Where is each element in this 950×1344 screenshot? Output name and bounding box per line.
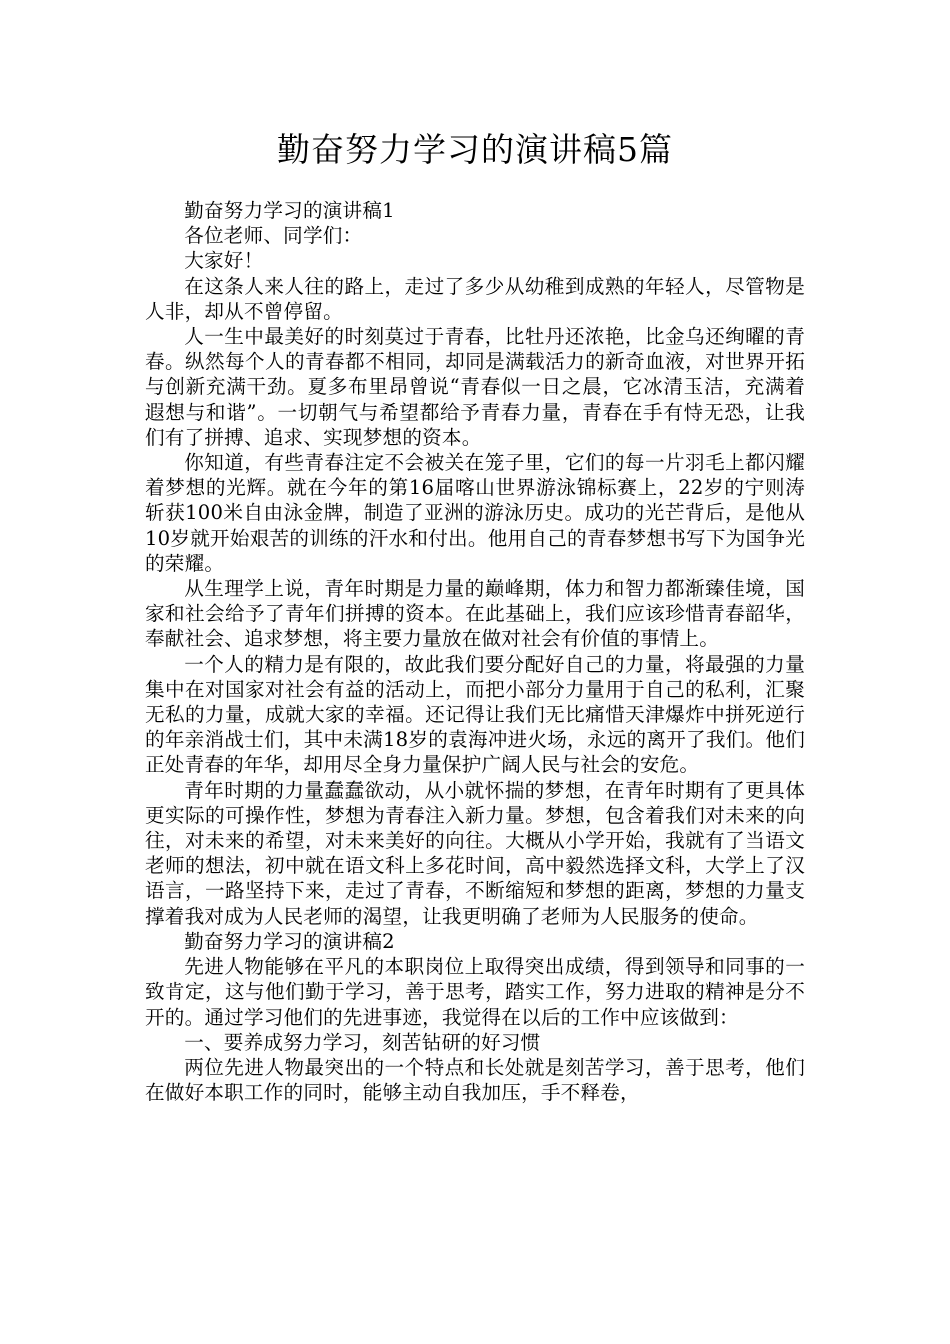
paragraph: 勤奋努力学习的演讲稿2 [184, 929, 395, 953]
document-title: 勤奋努力学习的演讲稿5篇 [277, 130, 673, 169]
paragraph: 勤奋努力学习的演讲稿1 [184, 199, 395, 222]
paragraph: 大家好！ [184, 249, 264, 273]
paragraph: 从生理学上说，青年时期是力量的巅峰期，体力和智力都渐臻佳境，国家和社会给予了青年们拼搏的资本。在此基础上，我们应该珍惜青春韶华，奉献社会、追求梦想，将主要力量放在做对社会有价值的事情上。 [145, 577, 805, 651]
paragraph: 一、要养成努力学习，刻苦钻研的好习惯 [184, 1030, 541, 1054]
paragraph: 两位先进人物最突出的一个特点和长处就是刻苦学习，善于思考，他们在做好本职工作的同时，能够主动自我加压，手不释卷， [145, 1055, 805, 1105]
paragraph: 青年时期的力量蠢蠢欲动，从小就怀揣的梦想，在青年时期有了更具体更实际的可操作性，梦想为青春注入新力量。梦想，包含着我们对未来的向往，对未来的希望，对未来美好的向往。大概从小学开始，我就有了当语文老师的想法，初中就在语文科上多花时间，高中毅然选择文科，大学上了汉语言，一路坚持下来，走过了青春，不断缩短和梦想的距离，梦想的力量支撑着我对成为人民老师的渴望，让我更明确了老师为人民服务的使命。 [145, 778, 805, 928]
document-body [145, 198, 805, 1105]
paragraph: 先进人物能够在平凡的本职岗位上取得突出成绩，得到领导和同事的一致肯定，这与他们勤于学习，善于思考，踏实工作，努力进取的精神是分不开的。通过学习他们的先进事迹，我觉得在以后的工作中应该做到： [145, 955, 805, 1029]
paragraph: 在这条人来人往的路上，走过了多少从幼稚到成熟的年轻人，尽管物是人非，却从不曾停留。 [145, 274, 805, 323]
paragraph: 人一生中最美好的时刻莫过于青春，比牡丹还浓艳，比金乌还绚曜的青春。纵然每个人的青春都不相同，却同是满载活力的新奇血液，对世界开拓与创新充满干劲。夏多布里昂曾说“青春似一日之晨，它冰清玉洁，充满着遐想与和谐”。一切朝气与希望都给予青春力量，青春在手有恃无恐，让我们有了拼搏、追求、实现梦想的资本。 [145, 325, 805, 449]
paragraph: 各位老师、同学们： [184, 224, 363, 248]
paragraph: 你知道，有些青春注定不会被关在笼子里，它们的每一片羽毛上都闪耀着梦想的光辉。就在今年的第16届喀山世界游泳锦标赛上，22岁的宁则涛斩获100米自由泳金牌，制造了亚洲的游泳历史。成功的光芒背后，是他从10岁就开始艰苦的训练的汗水和付出。他用自己的青春梦想书写下为国争光的荣耀。 [145, 451, 805, 575]
paragraph: 一个人的精力是有限的，故此我们要分配好自己的力量，将最强的力量集中在对国家对社会有益的活动上，而把小部分力量用于自己的私利，汇聚无私的力量，成就大家的幸福。还记得让我们无比痛惜天津爆炸中拼死逆行的年亲消战士们，其中未满18岁的袁海冲进火场，永远的离开了我们。他们正处青春的年华，却用尽全身力量保护广阔人民与社会的安危。 [145, 652, 805, 777]
